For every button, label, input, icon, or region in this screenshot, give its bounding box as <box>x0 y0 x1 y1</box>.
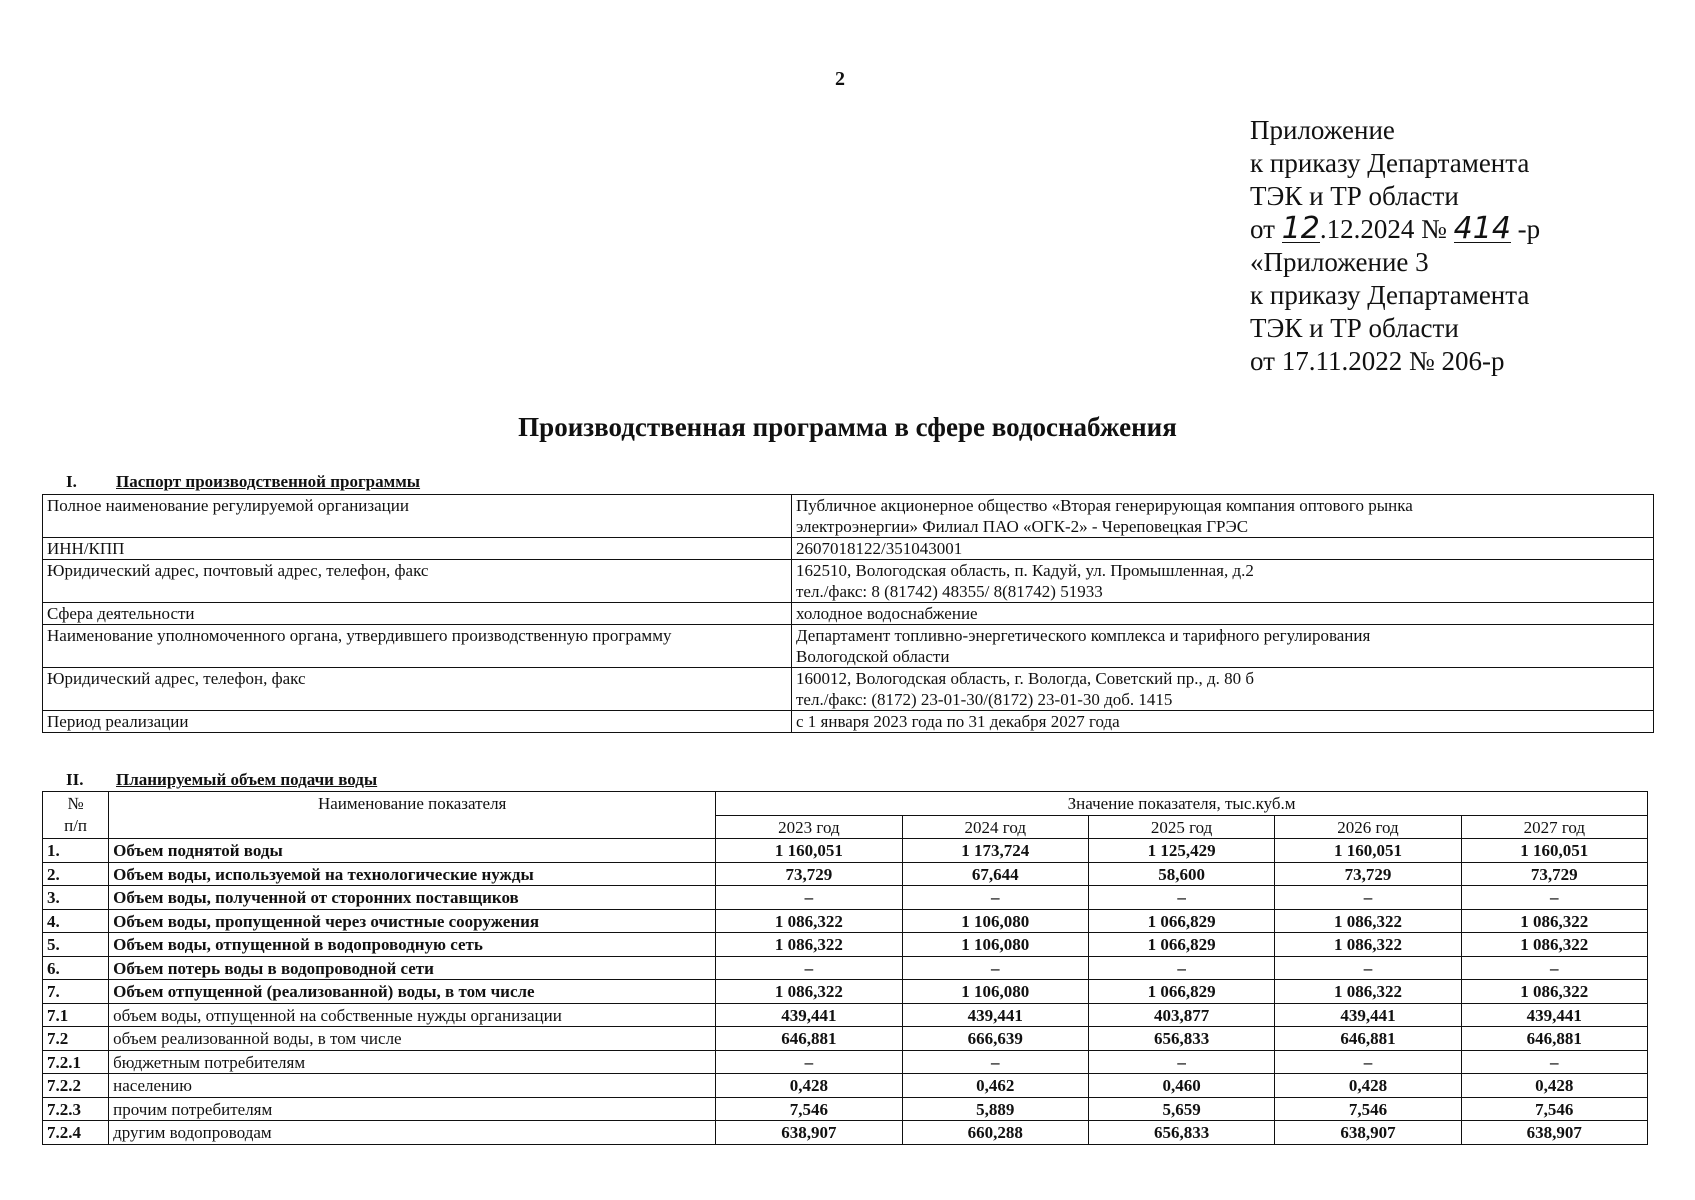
appendix-line: ТЭК и ТР области <box>1250 181 1459 211</box>
section-1-heading <box>66 472 420 492</box>
row-value: 1 106,080 <box>902 933 1088 957</box>
row-value: 646,881 <box>1275 1027 1461 1051</box>
row-value: 1 160,051 <box>1275 839 1461 863</box>
passport-value-line: 2607018122/351043001 <box>796 539 963 558</box>
header-number <box>43 792 109 839</box>
row-value: – <box>902 956 1088 980</box>
passport-value <box>792 603 1654 625</box>
handwritten-order-number: 414 <box>1453 211 1511 246</box>
row-number: 7. <box>43 980 109 1004</box>
row-indicator: объем воды, отпущенной на собственные нужды организации <box>109 1003 716 1027</box>
row-value: 7,546 <box>716 1097 902 1121</box>
row-value: 439,441 <box>1461 1003 1647 1027</box>
row-indicator: Объем воды, используемой на технологические нужды <box>109 862 716 886</box>
page-number: 2 <box>835 68 845 90</box>
row-number: 7.2.4 <box>43 1121 109 1145</box>
table-row <box>43 1074 1648 1098</box>
row-number: 7.2 <box>43 1027 109 1051</box>
table-row <box>43 1003 1648 1027</box>
section-2-number: II. <box>66 770 84 789</box>
row-value: 73,729 <box>1275 862 1461 886</box>
passport-value <box>792 560 1654 603</box>
row-value: – <box>1275 886 1461 910</box>
appendix-line: к приказу Департамента <box>1250 280 1530 310</box>
row-value: 0,428 <box>716 1074 902 1098</box>
row-value: 439,441 <box>902 1003 1088 1027</box>
passport-row <box>43 538 1654 560</box>
row-indicator: Объем отпущенной (реализованной) воды, в том числе <box>109 980 716 1004</box>
row-value: 1 066,829 <box>1088 933 1274 957</box>
row-value: 638,907 <box>716 1121 902 1145</box>
row-value: 0,428 <box>1461 1074 1647 1098</box>
table-row <box>43 1121 1648 1145</box>
header-year: 2027 год <box>1461 815 1647 839</box>
row-number: 7.2.2 <box>43 1074 109 1098</box>
row-value: 1 173,724 <box>902 839 1088 863</box>
header-year: 2024 год <box>902 815 1088 839</box>
header-indicator-name: Наименование показателя <box>109 792 716 839</box>
row-value: – <box>1088 1050 1274 1074</box>
passport-value-line: 162510, Вологодская область, п. Кадуй, ул. Промышленная, д.2 <box>796 561 1254 580</box>
row-value: 439,441 <box>716 1003 902 1027</box>
row-value: – <box>716 1050 902 1074</box>
passport-label: Юридический адрес, телефон, факс <box>43 668 792 711</box>
row-value: – <box>1461 1050 1647 1074</box>
passport-value-line: тел./факс: (8172) 23-01-30/(8172) 23-01-30 доб. 1415 <box>796 690 1173 709</box>
passport-label: Полное наименование регулируемой организации <box>43 495 792 538</box>
passport-label: Сфера деятельности <box>43 603 792 625</box>
row-indicator: другим водопроводам <box>109 1121 716 1145</box>
row-value: 638,907 <box>1461 1121 1647 1145</box>
row-value: – <box>1275 956 1461 980</box>
passport-value-line: 160012, Вологодская область, г. Вологда, Советский пр., д. 80 б <box>796 669 1255 688</box>
row-value: 0,462 <box>902 1074 1088 1098</box>
row-value: 666,639 <box>902 1027 1088 1051</box>
row-value: 439,441 <box>1275 1003 1461 1027</box>
passport-value-line: Департамент топливно-энергетического комплекса и тарифного регулирования <box>796 626 1371 645</box>
row-value: 1 086,322 <box>1461 933 1647 957</box>
row-value: 0,428 <box>1275 1074 1461 1098</box>
passport-row <box>43 495 1654 538</box>
row-number: 2. <box>43 862 109 886</box>
row-value: 656,833 <box>1088 1121 1274 1145</box>
row-value: 58,600 <box>1088 862 1274 886</box>
row-indicator: бюджетным потребителям <box>109 1050 716 1074</box>
table-row <box>43 886 1648 910</box>
row-value: 1 086,322 <box>1275 980 1461 1004</box>
appendix-order-suffix: -р <box>1517 214 1541 244</box>
header-indicator-value: Значение показателя, тыс.куб.м <box>716 792 1648 816</box>
row-value: 1 086,322 <box>716 909 902 933</box>
appendix-order-prefix: от <box>1250 214 1275 244</box>
header-year: 2025 год <box>1088 815 1274 839</box>
header-year: 2023 год <box>716 815 902 839</box>
row-value: – <box>1088 956 1274 980</box>
row-value: 403,877 <box>1088 1003 1274 1027</box>
row-value: 73,729 <box>1461 862 1647 886</box>
row-indicator: объем реализованной воды, в том числе <box>109 1027 716 1051</box>
handwritten-day: 12 <box>1281 211 1320 246</box>
row-value: – <box>902 886 1088 910</box>
header-number-line1: № <box>67 794 84 813</box>
passport-row <box>43 668 1654 711</box>
row-value: – <box>1275 1050 1461 1074</box>
appendix-line: от 17.11.2022 № 206-р <box>1250 346 1505 376</box>
table-row <box>43 862 1648 886</box>
row-value: 638,907 <box>1275 1121 1461 1145</box>
row-number: 7.2.3 <box>43 1097 109 1121</box>
table-row <box>43 980 1648 1004</box>
row-value: 1 086,322 <box>1461 980 1647 1004</box>
water-volume-table <box>42 791 1648 1145</box>
passport-row <box>43 711 1654 733</box>
row-value: 1 086,322 <box>716 980 902 1004</box>
table-row <box>43 909 1648 933</box>
row-value: 7,546 <box>1461 1097 1647 1121</box>
table-row <box>43 1027 1648 1051</box>
row-value: 67,644 <box>902 862 1088 886</box>
row-value: 1 160,051 <box>716 839 902 863</box>
row-value: 660,288 <box>902 1121 1088 1145</box>
passport-value <box>792 538 1654 560</box>
row-value: 1 160,051 <box>1461 839 1647 863</box>
row-value: 646,881 <box>1461 1027 1647 1051</box>
row-value: 1 086,322 <box>1461 909 1647 933</box>
row-value: 0,460 <box>1088 1074 1274 1098</box>
row-indicator: Объем воды, отпущенной в водопроводную сеть <box>109 933 716 957</box>
passport-value-line: Публичное акционерное общество «Вторая генерирующая компания оптового рынка <box>796 496 1413 515</box>
row-indicator: Объем поднятой воды <box>109 839 716 863</box>
row-value: 1 106,080 <box>902 909 1088 933</box>
section-2-title: Планируемый объем подачи воды <box>116 770 378 789</box>
appendix-order-middle: .12.2024 № <box>1319 214 1447 244</box>
table-row <box>43 933 1648 957</box>
row-indicator: населению <box>109 1074 716 1098</box>
row-value: 1 086,322 <box>716 933 902 957</box>
row-value: 1 106,080 <box>902 980 1088 1004</box>
row-number: 7.1 <box>43 1003 109 1027</box>
table-row <box>43 956 1648 980</box>
passport-value <box>792 668 1654 711</box>
document-title: Производственная программа в сфере водоснабжения <box>518 412 1177 442</box>
appendix-line: к приказу Департамента <box>1250 148 1530 178</box>
passport-value-line: с 1 января 2023 года по 31 декабря 2027 года <box>796 712 1120 731</box>
row-value: 1 066,829 <box>1088 909 1274 933</box>
row-indicator: Объем потерь воды в водопроводной сети <box>109 956 716 980</box>
row-value: 7,546 <box>1275 1097 1461 1121</box>
appendix-line: «Приложение 3 <box>1250 247 1429 277</box>
passport-value-line: электроэнергии» Филиал ПАО «ОГК-2» - Череповецкая ГРЭС <box>796 517 1249 536</box>
appendix-block <box>1250 114 1540 378</box>
row-value: – <box>1088 886 1274 910</box>
table-row <box>43 1097 1648 1121</box>
row-indicator: Объем воды, полученной от сторонних поставщиков <box>109 886 716 910</box>
passport-value-line: Вологодской области <box>796 647 950 666</box>
appendix-order-line <box>1250 213 1540 246</box>
section-1-number: I. <box>66 472 77 491</box>
passport-label: Наименование уполномоченного органа, утвердившего производственную программу <box>43 625 792 668</box>
row-number: 4. <box>43 909 109 933</box>
row-value: – <box>716 956 902 980</box>
row-number: 5. <box>43 933 109 957</box>
row-value: 1 066,829 <box>1088 980 1274 1004</box>
passport-row <box>43 603 1654 625</box>
row-indicator: прочим потребителям <box>109 1097 716 1121</box>
row-number: 1. <box>43 839 109 863</box>
row-value: – <box>1461 886 1647 910</box>
passport-row <box>43 625 1654 668</box>
row-value: 656,833 <box>1088 1027 1274 1051</box>
row-value: 1 086,322 <box>1275 909 1461 933</box>
section-2-heading <box>66 770 377 790</box>
row-value: 1 125,429 <box>1088 839 1274 863</box>
row-value: – <box>1461 956 1647 980</box>
row-value: – <box>902 1050 1088 1074</box>
row-number: 7.2.1 <box>43 1050 109 1074</box>
passport-table <box>42 494 1654 733</box>
appendix-line: Приложение <box>1250 115 1395 145</box>
row-value: 5,659 <box>1088 1097 1274 1121</box>
passport-value-line: тел./факс: 8 (81742) 48355/ 8(81742) 51933 <box>796 582 1103 601</box>
passport-row <box>43 560 1654 603</box>
passport-label: ИНН/КПП <box>43 538 792 560</box>
row-number: 3. <box>43 886 109 910</box>
section-1-title: Паспорт производственной программы <box>116 472 421 491</box>
passport-value <box>792 711 1654 733</box>
passport-label: Юридический адрес, почтовый адрес, телефон, факс <box>43 560 792 603</box>
row-value: 5,889 <box>902 1097 1088 1121</box>
row-value: 1 086,322 <box>1275 933 1461 957</box>
row-value: – <box>716 886 902 910</box>
row-number: 6. <box>43 956 109 980</box>
appendix-line: ТЭК и ТР области <box>1250 313 1459 343</box>
header-year: 2026 год <box>1275 815 1461 839</box>
row-value: 646,881 <box>716 1027 902 1051</box>
passport-value <box>792 495 1654 538</box>
passport-label: Период реализации <box>43 711 792 733</box>
passport-value <box>792 625 1654 668</box>
row-value: 73,729 <box>716 862 902 886</box>
table-row <box>43 1050 1648 1074</box>
passport-value-line: холодное водоснабжение <box>796 604 978 623</box>
table-row <box>43 839 1648 863</box>
header-number-line2: п/п <box>64 815 88 835</box>
row-indicator: Объем воды, пропущенной через очистные сооружения <box>109 909 716 933</box>
